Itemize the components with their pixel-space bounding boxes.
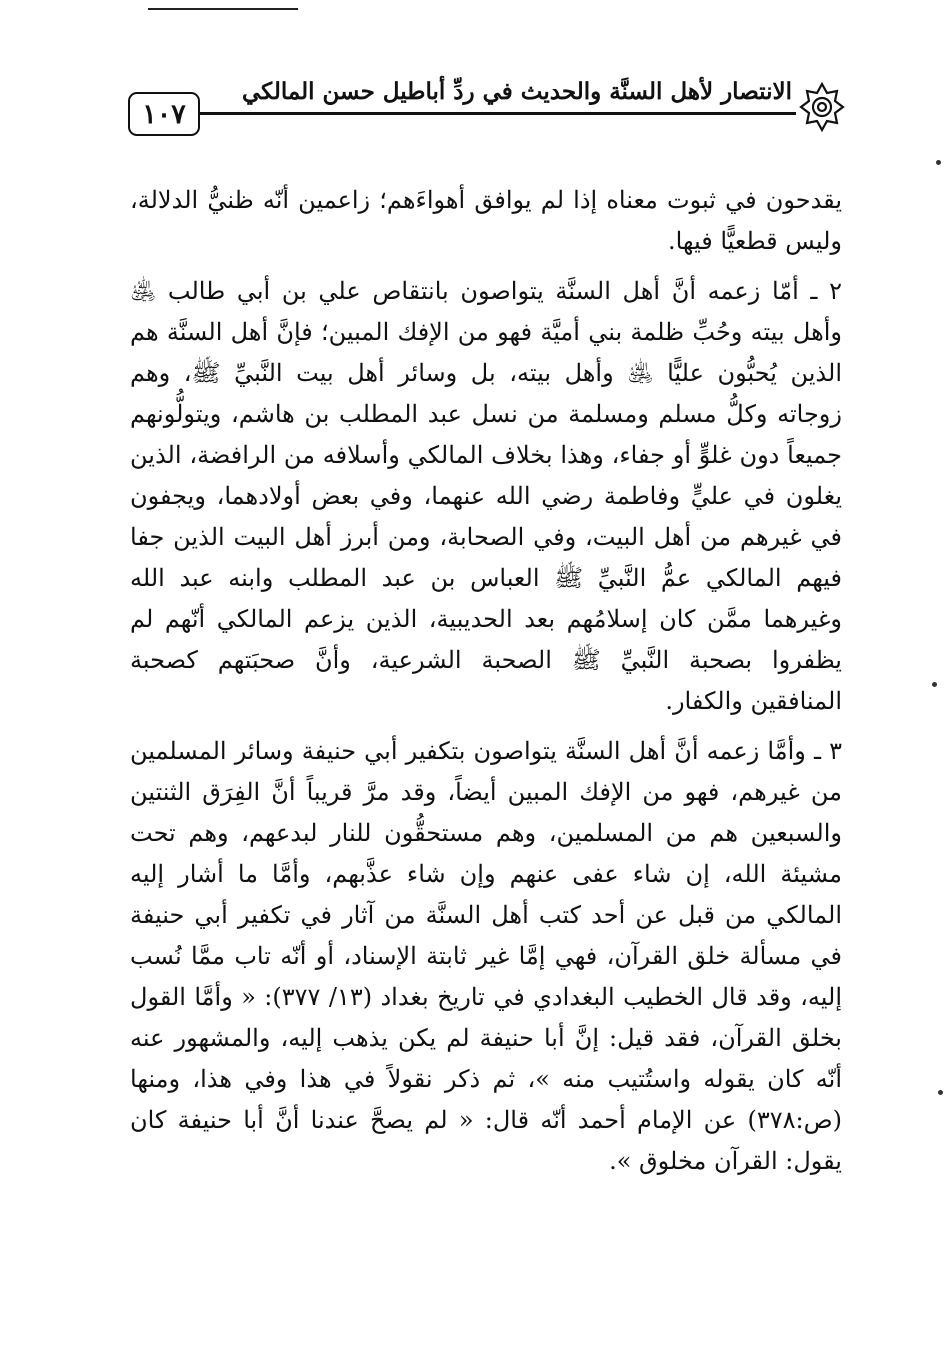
paragraph-1: يقدحون في ثبوت معناه إذا لم يوافق أهواءَهم؛ زاعمين أنّه ظنيُّ الدلالة، وليس قطعيًّا فيها. [130,186,842,255]
running-header [128,78,848,148]
star-ornament-icon [796,78,848,140]
top-rule [148,8,298,10]
header-rule [200,112,796,115]
margin-speck [936,160,941,165]
paragraph-2: ٢ ـ أمّا زعمه أنَّ أهل السنَّة يتواصون بانتقاص علي بن أبي طالب ﵁ وأهل بيته وحُبِّ ظلمة بني أميَّة فهو من الإفك المبين؛ فإنَّ أهل السنَّة هم الذين يُحبُّون عليًّا ﵁ وأهل بيته، بل وسائر أهل بيت النَّبيِّ ﷺ، وهم زوجاته وكلُّ مسلم ومسلمة من نسل عبد المطلب بن هاشم، ويتولُّونهم جميعاً دون غلوٍّ أو جفاء، وهذا بخلاف المالكي وأسلافه من الرافضة، الذين يغلون في عليٍّ وفاطمة رضي الله عنهما، وفي بعض أولادهما، ويجفون في غيرهم من أهل البيت، وفي الصحابة، ومن أبرز أهل البيت الذين جفا فيهم المالكي عمُّ النَّبيِّ ﷺ العباس بن عبد المطلب وابنه عبد الله وغيرهما ممَّن كان إسلامُهم بعد الحديبية، الذين يزعم المالكي أنّهم لم يظفروا بصحبة النَّبيِّ ﷺ الصحبة الشرعية، وأنَّ صحبَتهم كصحبة المنافقين والكفار. [130,277,843,715]
margin-speck [932,682,937,687]
running-title: الانتصار لأهل السنَّة والحديث في ردِّ أباطيل حسن المالكي [232,78,792,105]
margin-speck [938,1090,943,1095]
paragraph-3: ٣ ـ وأمَّا زعمه أنَّ أهل السنَّة يتواصون بتكفير أبي حنيفة وسائر المسلمين من غيرهم، فهو من الإفك المبين أيضاً، وقد مرَّ قريباً أنَّ الفِرَق الثنتين والسبعين هم من المسلمين، وهم مستحقُّون للنار لبدعهم، وهم تحت مشيئة الله، إن شاء عفى عنهم وإن شاء عذَّبهم، وأمَّا ما أشار إليه المالكي من قبل عن أحد كتب أهل السنَّة من آثار في تكفير أبي حنيفة في مسألة خلق القرآن، فهي إمَّا غير ثابتة الإسناد، أو أنّه تاب ممَّا نُسب إليه، وقد قال الخطيب البغدادي في تاريخ بغداد (١٣/ ٣٧٧): « وأمَّا القول بخلق القرآن، فقد قيل: إنَّ أبا حنيفة لم يكن يذهب إليه، والمشهور عنه أنّه كان يقوله واستُتيب منه »، ثم ذكر نقولاً في هذا وفي هذا، ومنها (ص:٣٧٨) عن الإمام أحمد أنّه قال: « لم يصحَّ عندنا أنَّ أبا حنيفة كان يقول: القرآن مخلوق ». [130,737,843,1175]
main-text [130,180,842,1191]
page-number: ١٠٧ [128,92,200,136]
